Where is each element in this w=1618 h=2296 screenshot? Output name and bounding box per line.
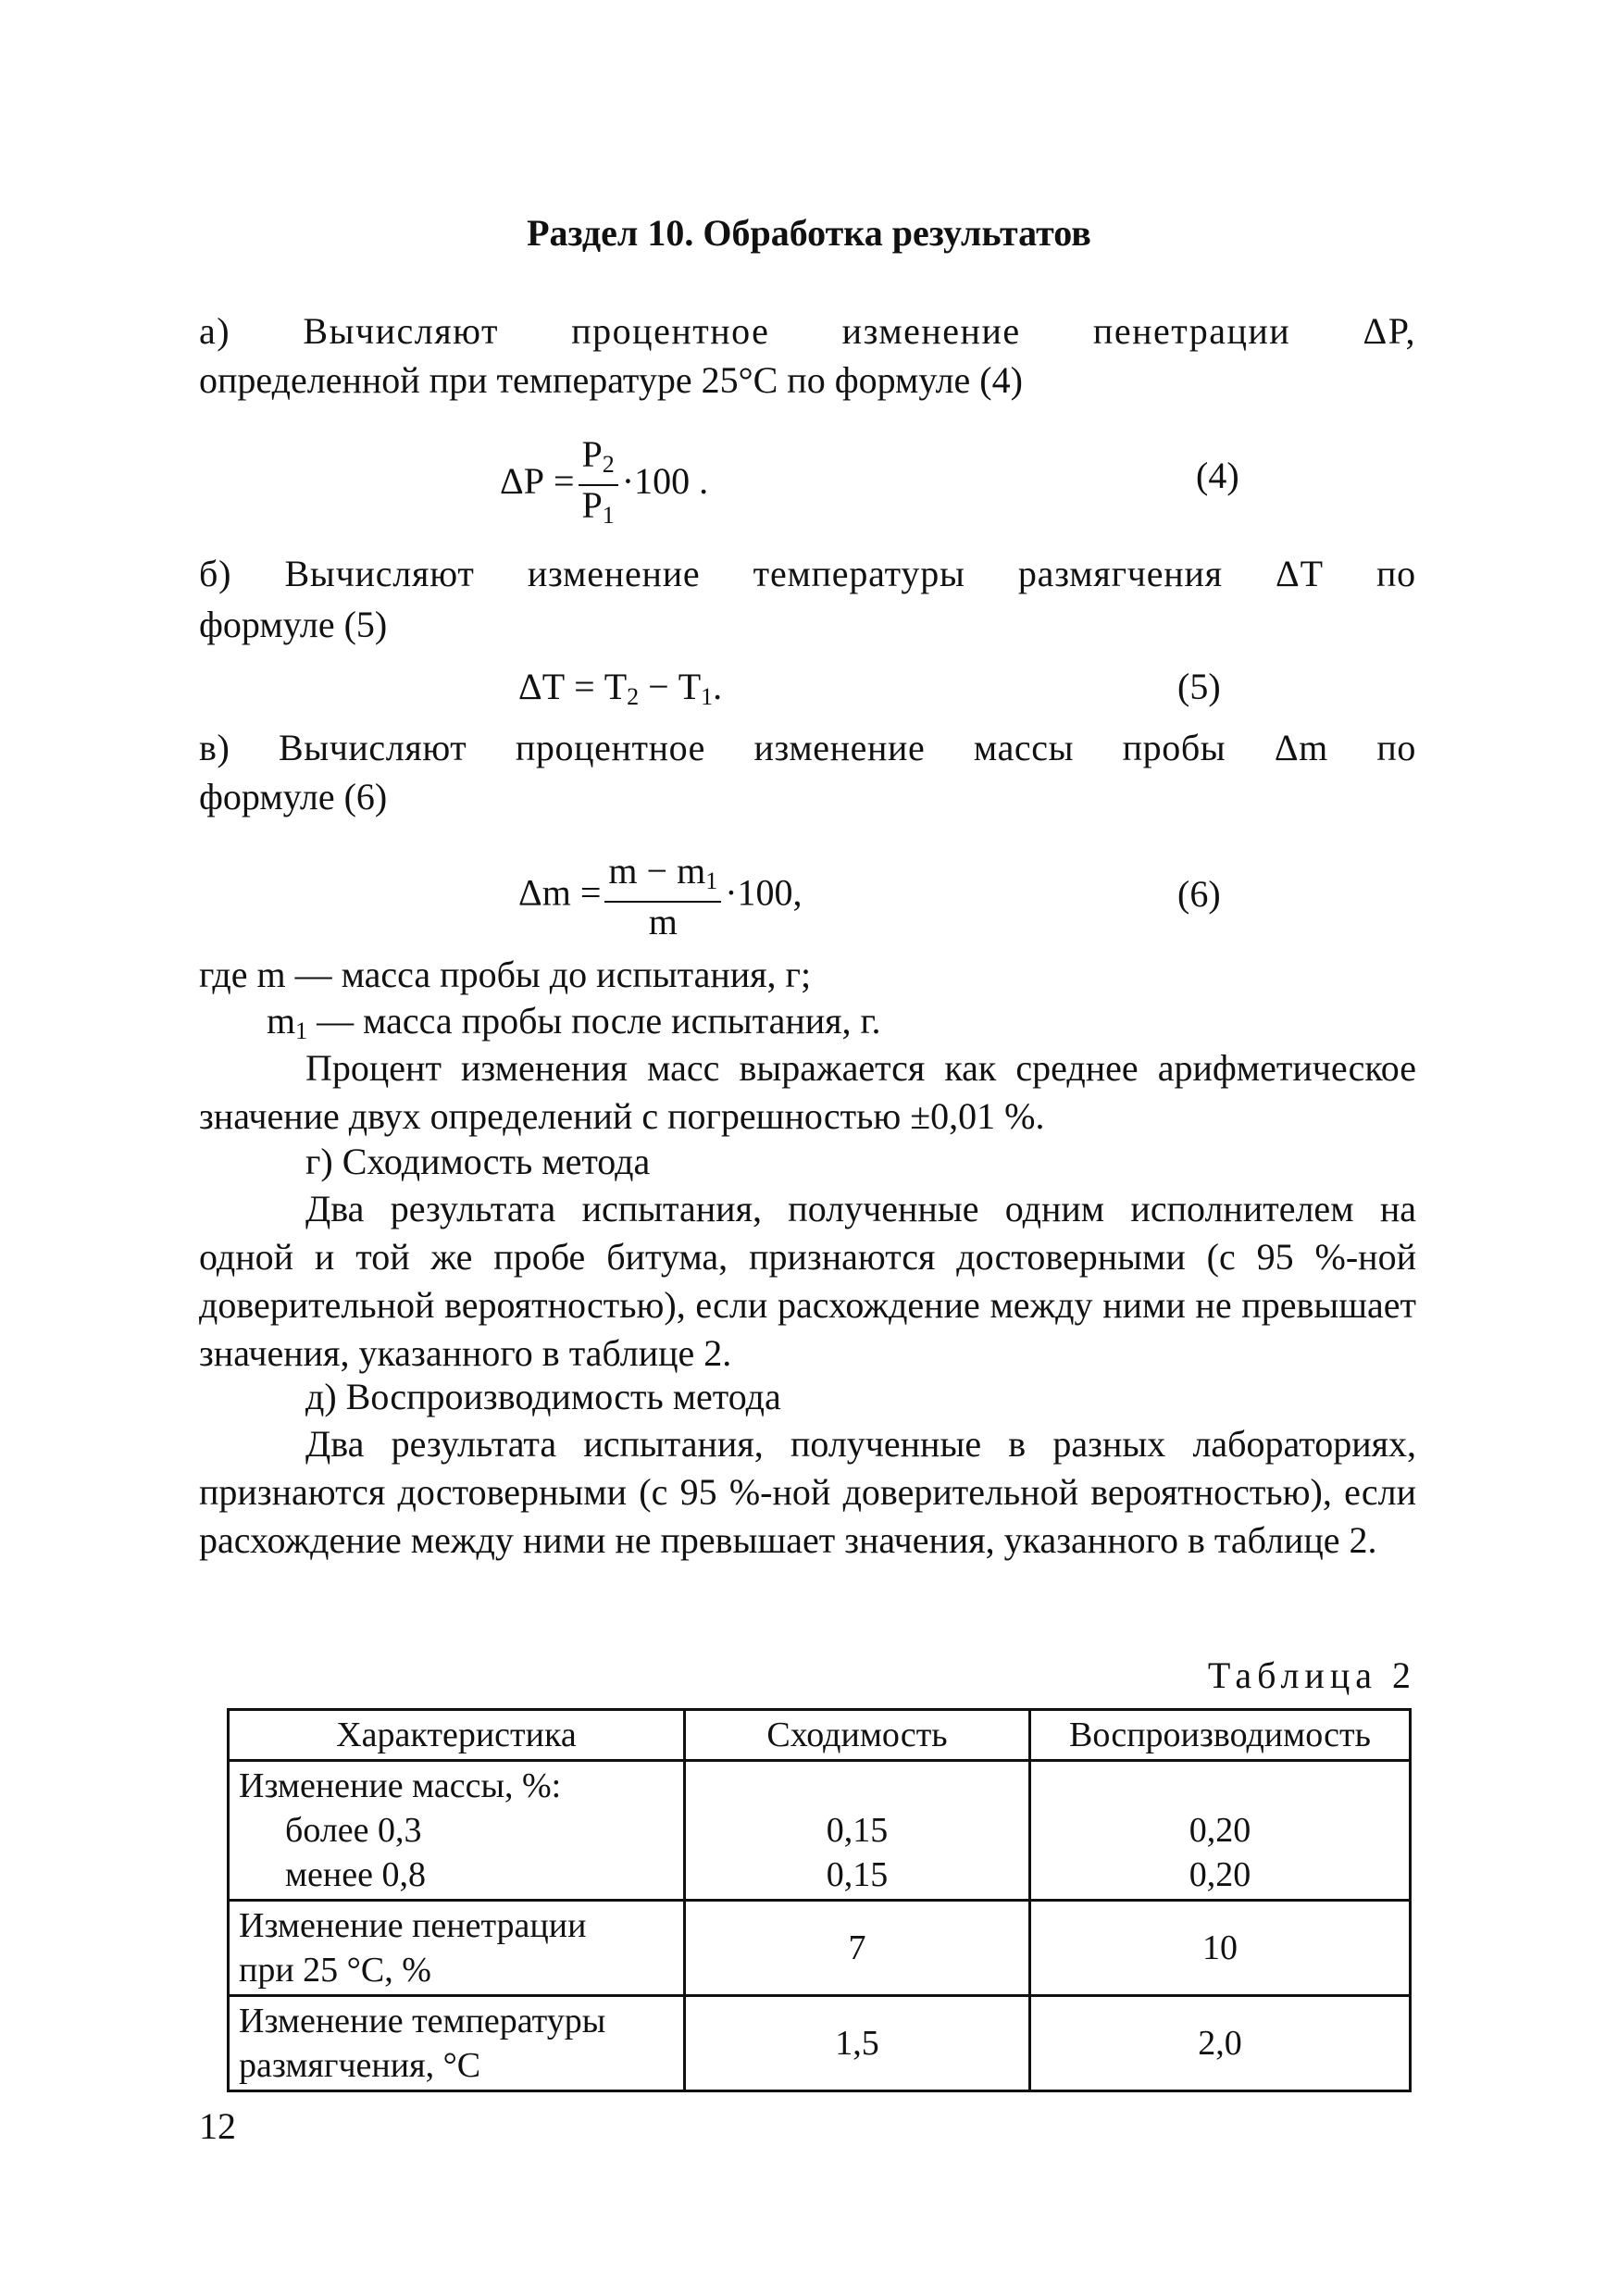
mass-repr1: 0,20 — [1189, 1811, 1251, 1850]
temp-reproducibility: 2,0 — [1030, 1996, 1411, 2091]
formula-4 — [500, 435, 708, 535]
pen-convergence: 7 — [685, 1901, 1030, 1996]
pen-label-cell — [229, 1901, 685, 1996]
where-line2: $m_1$ — масса пробы после испытания, г. — [267, 1000, 881, 1044]
formula-4-fraction — [579, 435, 618, 535]
mass-repr2: 0,20 — [1189, 1855, 1251, 1894]
mass-sub1: более 0,3 — [285, 1811, 422, 1850]
mass-reproducibility-cell — [1030, 1761, 1411, 1901]
item-b-line1: б) Вычисляют изменение температуры размягчения ΔТ по — [199, 553, 1416, 594]
temp-label-line2: размягчения, °С — [239, 2046, 481, 2085]
item-g-title: г) Сходимость метода — [305, 1141, 651, 1182]
mass-conv1: 0,15 — [826, 1811, 889, 1850]
item-g-text: Два результата испытания, полученные одним исполнителем на одной и той же пробе битума, признаются достоверными (с 95 %-ной доверительной вероятностью), если расхождение между ними не превышает значения, указанного в таблице 2. — [199, 1188, 1416, 1374]
formula-4-lhs: ΔР = — [500, 460, 575, 503]
header-convergence: Сходимость — [685, 1710, 1030, 1761]
formula-6-numerator: $m - m_1$ — [604, 852, 721, 903]
item-d-text: Два результата испытания, полученные в разных лабораториях, признаются достоверными (с 95 %-ной доверительной вероятностью), если расхождение между ними не превышает значения, указанного в таблице 2. — [199, 1423, 1416, 1561]
table-row-mass — [229, 1761, 1411, 1901]
mass-label-cell — [229, 1761, 685, 1901]
mass-convergence-cell — [685, 1761, 1030, 1901]
item-v-line1: в) Вычисляют процентное изменение массы пробы Δm по — [199, 727, 1416, 768]
formula-4-tail: ·100 . — [621, 460, 709, 503]
table-caption: Таблица 2 — [1207, 1654, 1416, 1696]
table-row-temperature — [229, 1996, 1411, 2091]
header-characteristic: Характеристика — [229, 1710, 685, 1761]
formula-4-denominator: $Р_1$ — [581, 484, 615, 529]
item-a-line1: а) Вычисляют процентное изменение пенетрации ΔР, — [199, 310, 1416, 352]
temp-label-cell — [229, 1996, 685, 2091]
where-line1: где m — масса пробы до испытания, г; — [199, 954, 812, 995]
mass-label: Изменение массы, %: — [239, 1766, 562, 1805]
temp-label-line1: Изменение температуры — [239, 2002, 606, 2040]
formula-4-number: (4) — [1196, 455, 1239, 496]
table-2 — [227, 1708, 1412, 2092]
formula-4-numerator: $Р_2$ — [579, 435, 618, 486]
section-title: Раздел 10. Обработка результатов — [527, 212, 1091, 254]
temp-convergence: 1,5 — [685, 1996, 1030, 2091]
formula-6-denominator: m — [648, 901, 678, 942]
formula-6-number: (6) — [1177, 873, 1221, 915]
item-a-line2: определенной при температуре 25°С по формуле (4) — [199, 359, 1023, 401]
formula-5: $\Delta Т = Т_2 - Т_1$. — [518, 666, 723, 710]
formula-6-fraction — [604, 852, 721, 942]
percent-paragraph: Процент изменения масс выражается как среднее арифметическое значение двух определений с погрешностью ±0,01 %. — [199, 1047, 1416, 1137]
mass-sub2: менее 0,8 — [285, 1855, 426, 1894]
formula-5-number: (5) — [1177, 666, 1221, 707]
formula-6: Δm = $\frac{m - m_1}{m}$ ·100, — [518, 850, 803, 942]
item-v-line2: формуле (6) — [199, 776, 388, 817]
pen-label-line2: при 25 °С, % — [239, 1951, 431, 1990]
table-row-penetration — [229, 1901, 1411, 1996]
header-reproducibility: Воспроизводимость — [1030, 1710, 1411, 1761]
mass-conv2: 0,15 — [826, 1855, 889, 1894]
table-header-row — [229, 1710, 1411, 1761]
page-number: 12 — [199, 2105, 236, 2147]
pen-label-line1: Изменение пенетрации — [239, 1906, 587, 1945]
item-d-title: д) Воспроизводимость метода — [305, 1376, 781, 1417]
pen-reproducibility: 10 — [1030, 1901, 1411, 1996]
item-b-line2: формуле (5) — [199, 604, 388, 645]
